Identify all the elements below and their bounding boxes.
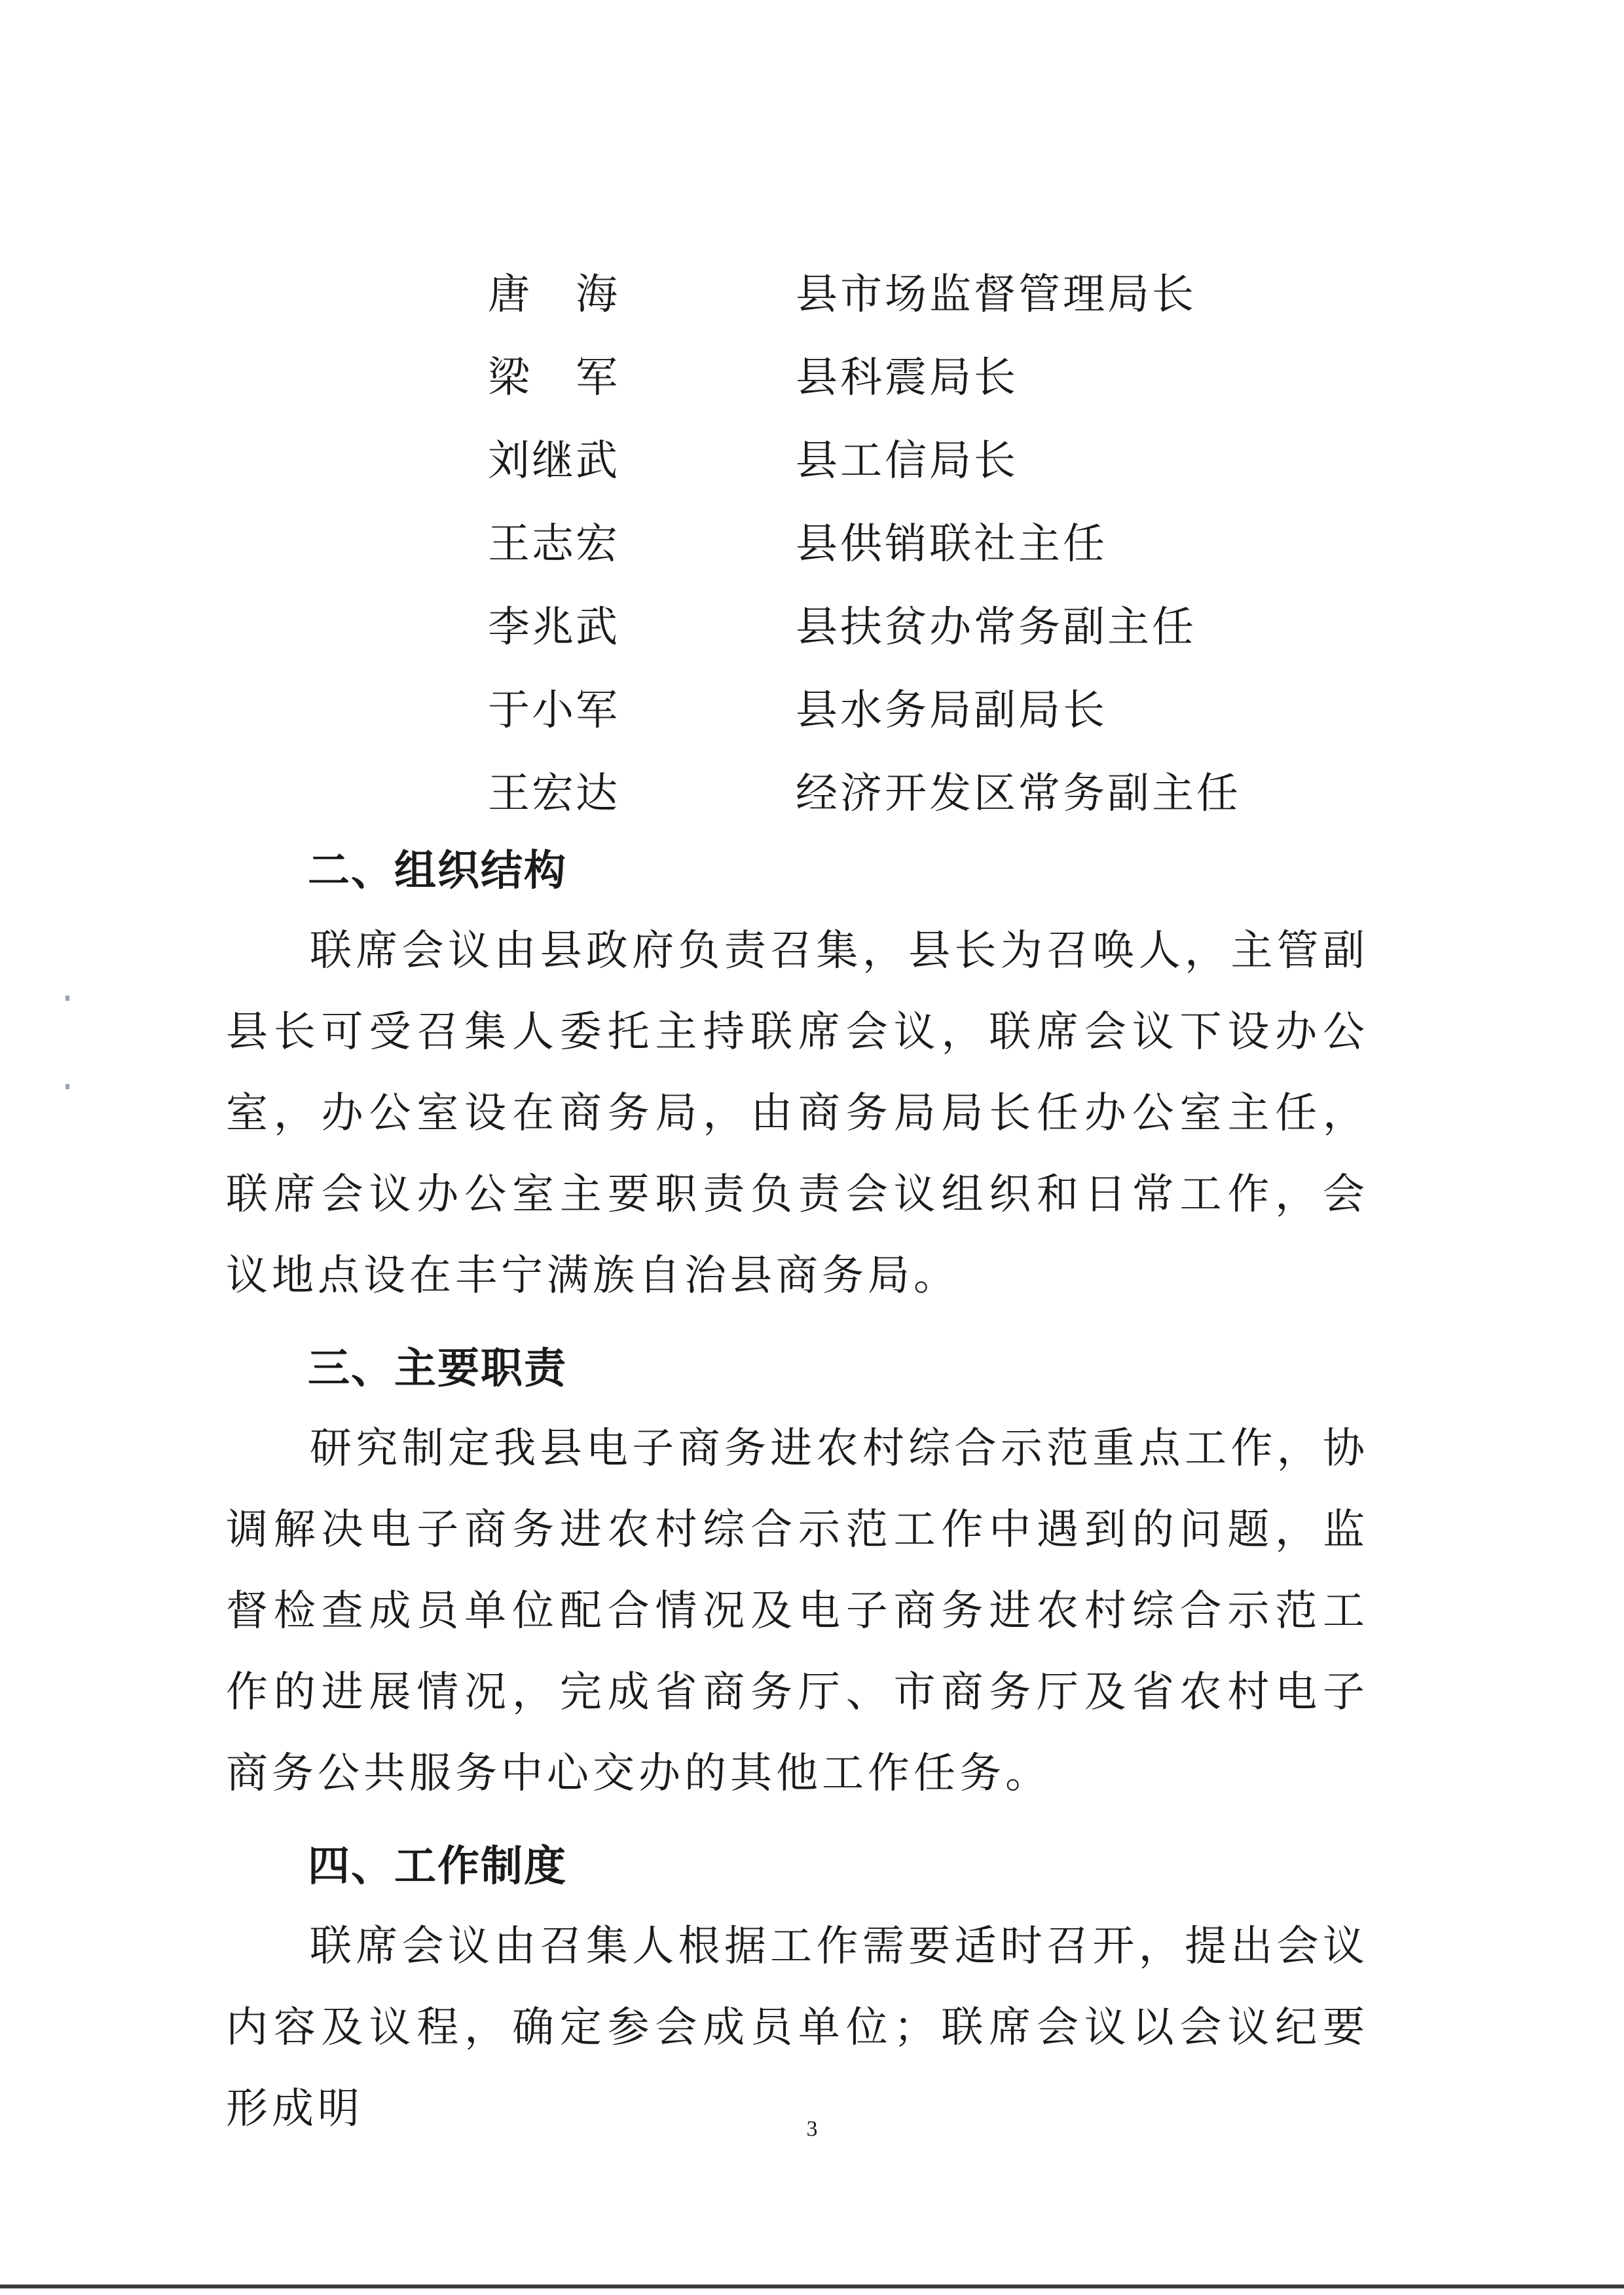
section-heading-duties: 三、主要职责 — [308, 1345, 567, 1393]
member-row — [488, 591, 1405, 675]
member-title: 县水务局副局长 — [796, 686, 1107, 735]
member-title: 经济开发区常务副主任 — [796, 770, 1241, 818]
member-name: 王宏达 — [488, 770, 619, 818]
member-row — [488, 508, 1405, 591]
member-list — [488, 259, 1405, 841]
document-body — [226, 832, 1369, 2163]
section-paragraph-duties: 研究制定我县电子商务进农村综合示范重点工作，协调解决电子商务进农村综合示范工作中遇到的问题，监督检查成员单位配合情况及电子商务进农村综合示范工作的进展情况，完成省商务厅、市商务厅及省农村电子商务公共服务中心交办的其他工作任务。 — [226, 1425, 1369, 1798]
member-row — [488, 675, 1405, 758]
scan-edge-line — [0, 2285, 1624, 2288]
member-name: 梁 军 — [488, 354, 619, 402]
member-row — [488, 342, 1405, 425]
member-row — [488, 758, 1405, 841]
section-paragraph-work-system: 联席会议由召集人根据工作需要适时召开，提出会议内容及议程，确定参会成员单位；联席会议以会议纪要形成明 — [226, 1922, 1369, 2133]
member-name: 于小军 — [488, 686, 619, 735]
section-heading-organization: 二、组织结构 — [308, 847, 567, 895]
member-row — [488, 425, 1405, 508]
member-title: 县科震局长 — [796, 354, 1018, 402]
scan-speck — [65, 996, 69, 1001]
member-title: 县供销联社主任 — [796, 520, 1107, 569]
member-title: 县市场监督管理局长 — [796, 271, 1196, 319]
member-name: 王志宏 — [488, 520, 619, 569]
member-name: 唐 海 — [488, 271, 619, 319]
scan-speck — [65, 1084, 69, 1089]
member-title: 县工信局长 — [796, 437, 1018, 485]
member-row — [488, 259, 1405, 342]
section-paragraph-organization: 联席会议由县政府负责召集，县长为召唤人，主管副县长可受召集人委托主持联席会议，联席会议下设办公室，办公室设在商务局，由商务局局长任办公室主任，联席会议办公室主要职责负责会议组织和日常工作，会议地点设在丰宁满族自治县商务局。 — [226, 927, 1369, 1300]
section-heading-work-system: 四、工作制度 — [308, 1842, 567, 1891]
member-title: 县扶贫办常务副主任 — [796, 603, 1196, 652]
member-name: 刘继武 — [488, 437, 619, 485]
member-name: 李兆武 — [488, 603, 619, 652]
page-number: 3 — [806, 2117, 818, 2141]
